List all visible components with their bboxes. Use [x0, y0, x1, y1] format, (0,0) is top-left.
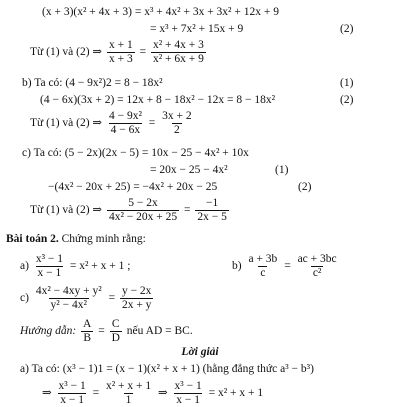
fraction: $\frac{A}{B}$ — [83, 318, 92, 344]
fraction: $\frac{\text{x² + 4x + 3}}{\text{x² + 6x + 9}}$ — [152, 39, 204, 65]
problem-item-a: a) $\frac{\text{x³ − 1}}{x - 1}$ = x² + x + 1 ; — [20, 253, 131, 279]
conclusion-line: Từ (1) và (2) ⇒ $\frac{5 - 2x}{\text{4x² − 20x + 25}}$ = $\frac{-1}{2x - 5}$ — [30, 197, 227, 223]
fraction: $\frac{a + 3b}{c}$ — [248, 253, 278, 279]
solution-heading: Lời giải — [181, 346, 219, 358]
equation-line: −(4x² − 20x + 25) = −4x² + 20x − 25 — [48, 181, 218, 193]
problem-item-b: b) $\frac{a + 3b}{c}$ = $\frac{ac + 3bc}{\text{c²}}$ — [232, 253, 337, 279]
hint-line: Hướng dẫn: $\frac{A}{B}$ = $\frac{C}{D}$ nếu AD = BC. — [20, 318, 193, 344]
fraction: $\frac{x + 1}{x + 3}$ — [108, 39, 133, 65]
fraction: $\frac{\text{x³ − 1}}{x - 1}$ — [58, 380, 86, 406]
fraction: $\frac{\text{4 − 9x²}}{4 - 6x}$ — [108, 110, 142, 136]
conclusion-line: Từ (1) và (2) ⇒ $\frac{x + 1}{x + 3}$ = $\frac{\text{x² + 4x + 3}}{\text{x² + 6x + 9}}$ — [30, 39, 204, 65]
fraction: $\frac{\text{x³ − 1}}{x - 1}$ — [174, 380, 202, 406]
solution-conclusion: ⇒ $\frac{\text{x³ − 1}}{x - 1}$ = $\frac{\text{x² + x + 1}}{1}$ ⇒ $\frac{\text{x³ − 1}}{x - 1}$ = x² + x + 1 — [42, 380, 264, 406]
equation-line: = x³ + 7x² + 15x + 9 — [150, 23, 244, 35]
fraction: $\frac{3x + 2}{2}$ — [162, 110, 192, 136]
equation-number: (2) — [340, 23, 354, 35]
equation-line: (x + 3)(x² + 4x + 3) = x³ + 4x² + 3x + 3x² + 12x + 9 — [42, 6, 279, 18]
solution-line: a) Ta có: (x³ − 1)1 = (x − 1)(x² + x + 1) (hằng đẳng thức a³ − b³) — [20, 363, 314, 375]
fraction: $\frac{\text{x² + x + 1}}{1}$ — [105, 380, 152, 406]
equation-number: (2) — [298, 181, 312, 193]
equation-line: b) Ta có: (4 − 9x²)2 = 8 − 18x² — [22, 77, 163, 89]
fraction: $\frac{\text{x³ − 1}}{x - 1}$ — [35, 253, 63, 279]
equation-line: = 20x − 25 − 4x² — [150, 164, 228, 176]
fraction: $\frac{-1}{2x - 5}$ — [197, 197, 227, 223]
fraction: $\frac{ac + 3bc}{\text{c²}}$ — [297, 253, 337, 279]
fraction: $\frac{5 - 2x}{\text{4x² − 20x + 25}}$ — [108, 197, 178, 223]
conclusion-line: Từ (1) và (2) ⇒ $\frac{\text{4 − 9x²}}{4 - 6x}$ = $\frac{3x + 2}{2}$ — [30, 110, 192, 136]
equation-number: (2) — [340, 94, 354, 106]
fraction: $\frac{C}{D}$ — [111, 318, 120, 344]
equation-line: c) Ta có: (5 − 2x)(2x − 5) = 10x − 25 − 4x² + 10x — [22, 147, 249, 159]
equation-line: (4 − 6x)(3x + 2) = 12x + 8 − 18x² − 12x = 8 − 18x² — [40, 94, 276, 106]
fraction: $\frac{\text{4x² − 4xy + y²}}{\text{y² − 4x²}}$ — [35, 285, 102, 311]
fraction: $\frac{y - 2x}{2x + y}$ — [121, 285, 152, 311]
equation-number: (1) — [340, 77, 354, 89]
problem-heading: Bài toán 2. Chứng minh rằng: — [6, 233, 146, 245]
equation-number: (1) — [275, 164, 289, 176]
problem-item-c: c) $\frac{\text{4x² − 4xy + y²}}{\text{y² − 4x²}}$ = $\frac{y - 2x}{2x + y}$ — [20, 285, 152, 311]
